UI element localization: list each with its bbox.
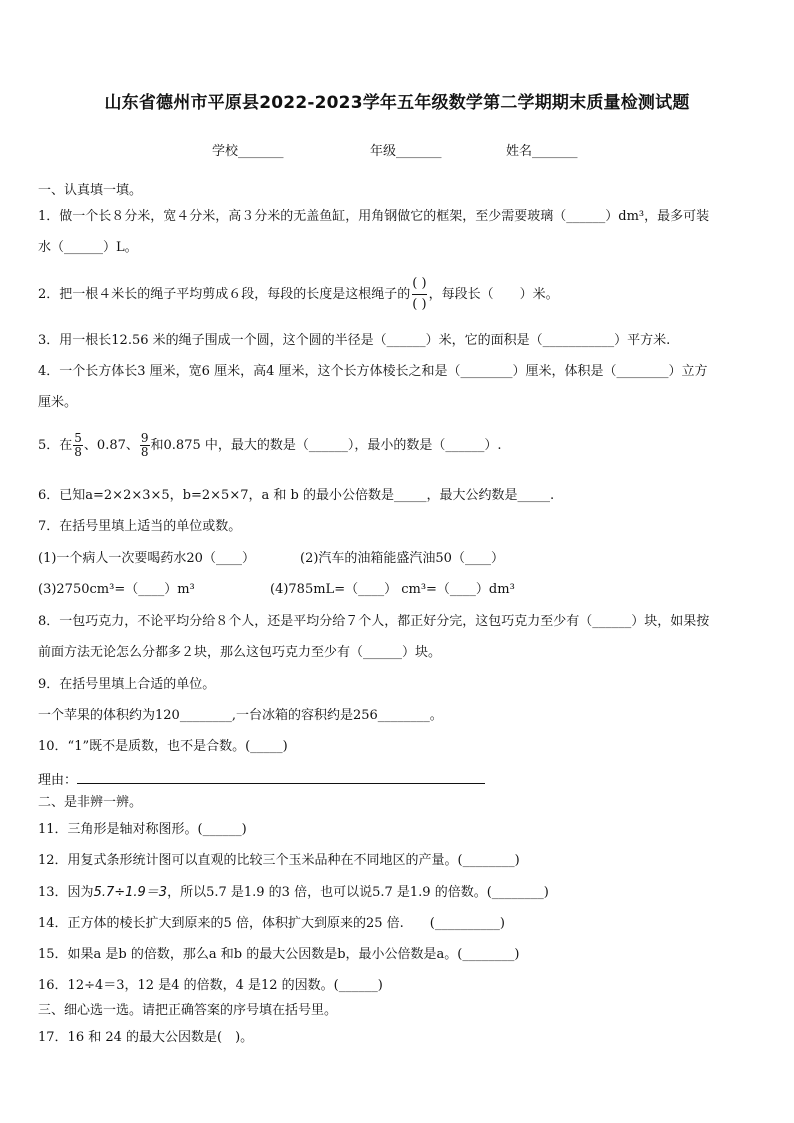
question-1-line-1: 1．做一个长８分米，宽４分米，高３分米的无盖鱼缸，用角钢做它的框架，至少需要玻璃（______）dm³，最多可装 bbox=[38, 209, 710, 224]
question-5-text-mid: 、0.87、 bbox=[83, 438, 139, 453]
fraction-9-8 bbox=[140, 432, 150, 459]
question-9: 9．在括号里填上合适的单位。 bbox=[38, 677, 216, 692]
question-4-line-1: 4．一个长方体长3 厘米，宽6 厘米，高4 厘米，这个长方体棱长之和是（________）厘米，体积是（________）立方 bbox=[38, 364, 708, 379]
question-5-text-pre: 5．在 bbox=[38, 438, 73, 453]
name-field: 姓名_______ bbox=[506, 144, 578, 159]
fraction-numerator: ( ) bbox=[412, 274, 426, 295]
question-7-item-2: (2)汽车的油箱能盛汽油50（____） bbox=[300, 551, 504, 566]
section-1-heading: 一、认真填一填。 bbox=[38, 183, 143, 198]
question-7-item-3: (3)2750cm³=（____）m³ bbox=[38, 582, 195, 597]
question-7-item-4: (4)785mL=（____） cm³=（____）dm³ bbox=[270, 582, 515, 597]
question-6: 6．已知a=2×2×3×5，b=2×5×7，a 和 b 的最小公倍数是_____，最大公约数是_____. bbox=[38, 488, 555, 503]
page-title: 山东省德州市平原县2022-2023学年五年级数学第二学期期末质量检测试题 bbox=[104, 93, 690, 113]
fraction-denominator: 8 bbox=[140, 445, 149, 459]
fraction-denominator: 8 bbox=[74, 445, 82, 459]
question-7-item-1: (1)一个病人一次要喝药水20（____） bbox=[38, 551, 255, 566]
question-11: 11．三角形是轴对称图形。(______) bbox=[38, 822, 247, 837]
fraction-5-8 bbox=[73, 432, 83, 459]
question-7-row-1 bbox=[38, 549, 756, 569]
question-2-text-pre: 2．把一根４米长的绳子平均剪成６段，每段的长度是这根绳子的 bbox=[38, 287, 411, 302]
grade-field: 年级_______ bbox=[370, 144, 442, 159]
question-13 bbox=[38, 883, 756, 903]
question-14: 14．正方体的棱长扩大到原来的5 倍，体积扩大到原来的25 倍. (__________) bbox=[38, 916, 505, 931]
question-5-text-post: 和0.875 中，最大的数是（______），最小的数是（______）. bbox=[150, 438, 502, 453]
question-8-line-1: 8．一包巧克力，不论平均分给８个人，还是平均分给７个人，都正好分完，这包巧克力至少有（______）块，如果按 bbox=[38, 614, 710, 629]
question-16: 16．12÷4＝3，12 是4 的倍数，4 是12 的因数。(______) bbox=[38, 978, 383, 993]
question-3: 3．用一根长12.56 米的绳子围成一个圆，这个圆的半径是（______）米，它的面积是（___________）平方米. bbox=[38, 333, 671, 348]
question-7-row-2 bbox=[38, 580, 756, 600]
question-17: 17．16 和 24 的最大公因数是( )。 bbox=[38, 1030, 254, 1045]
question-2-text-post: ，每段长（ ）米。 bbox=[428, 287, 559, 302]
question-4-line-2: 厘米。 bbox=[38, 395, 78, 410]
question-13-text-pre: 13．因为 bbox=[38, 885, 94, 900]
question-10: 10．“1”既不是质数，也不是合数。(_____) bbox=[38, 739, 288, 754]
question-15: 15．如果a 是b 的倍数，那么a 和b 的最大公因数是b，最小公倍数是a。(________) bbox=[38, 947, 520, 962]
question-12: 12．用复式条形统计图可以直观的比较三个玉米品种在不同地区的产量。(________) bbox=[38, 853, 520, 868]
fraction-numerator: 9 bbox=[140, 431, 149, 445]
question-1-line-2: 水（______）L。 bbox=[38, 240, 138, 255]
fraction-denominator: ( ) bbox=[412, 297, 427, 312]
section-3-heading: 三、细心选一选。请把正确答案的序号填在括号里。 bbox=[38, 1003, 338, 1018]
question-9-line-2: 一个苹果的体积约为120________,一台冰箱的容积约是256________。 bbox=[38, 708, 443, 723]
question-8-line-2: 前面方法无论怎么分都多２块，那么这包巧克力至少有（______）块。 bbox=[38, 645, 442, 660]
section-2-heading: 二、是非辨一辨。 bbox=[38, 795, 143, 810]
question-2 bbox=[38, 274, 756, 315]
reason-label: 理由： bbox=[38, 773, 78, 788]
reason-answer-line bbox=[77, 769, 485, 784]
question-5 bbox=[38, 432, 756, 459]
fraction-blank bbox=[412, 274, 426, 315]
question-10-reason bbox=[38, 769, 756, 791]
school-field: 学校_______ bbox=[212, 144, 284, 159]
question-7: 7．在括号里填上适当的单位或数。 bbox=[38, 519, 242, 534]
fraction-numerator: 5 bbox=[74, 431, 82, 445]
question-13-equation: 5.7÷1.9＝3 bbox=[93, 885, 168, 900]
question-13-text-post: ，所以5.7 是1.9 的3 倍，也可以说5.7 是1.9 的倍数。(________) bbox=[167, 885, 549, 900]
